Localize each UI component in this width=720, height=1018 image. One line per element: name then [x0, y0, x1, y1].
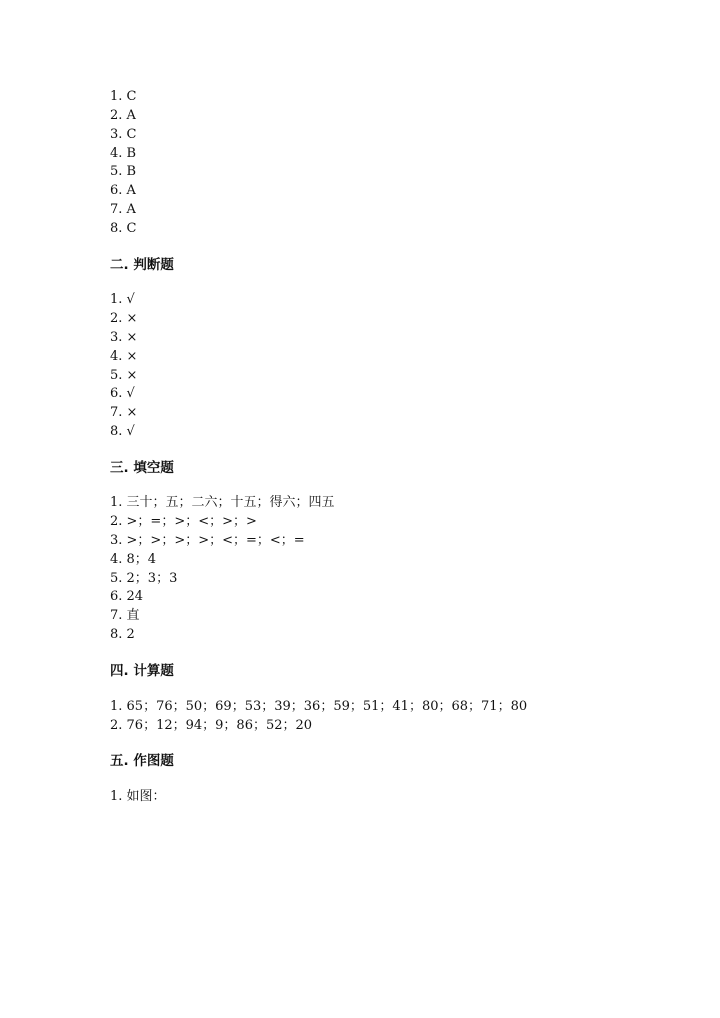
judgment-answer-4: 4. × — [110, 349, 138, 364]
fill-blank-answer-6: 6. 24 — [110, 589, 144, 604]
judgment-answer-1: 1. √ — [110, 292, 135, 307]
fill-blank-answer-7: 7. 直 — [110, 608, 140, 623]
choice-answer-6: 6. A — [110, 183, 136, 198]
choice-answer-1: 1. C — [110, 89, 137, 104]
judgment-answer-8: 8. √ — [110, 424, 135, 439]
section-heading-drawing: 五. 作图题 — [110, 753, 174, 769]
judgment-answer-7: 7. × — [110, 405, 138, 420]
calculation-answer-1: 1. 65；76；50；69；53；39；36；59；51；41；80；68；71；80 — [110, 699, 528, 714]
choice-answer-4: 4. B — [110, 146, 137, 161]
judgment-answer-3: 3. × — [110, 330, 138, 345]
drawing-answer-1: 1. 如图： — [110, 789, 166, 804]
judgment-answer-5: 5. × — [110, 368, 138, 383]
choice-answer-3: 3. C — [110, 127, 137, 142]
fill-blank-answer-4: 4. 8；4 — [110, 552, 157, 567]
section-heading-fill-blank: 三. 填空题 — [110, 460, 174, 476]
fill-blank-answer-5: 5. 2；3；3 — [110, 571, 178, 586]
fill-blank-answer-3: 3. >；>；>；>；<；=；<；= — [110, 533, 305, 548]
fill-blank-answer-8: 8. 2 — [110, 627, 135, 642]
choice-answer-8: 8. C — [110, 221, 137, 236]
section-heading-calculation: 四. 计算题 — [110, 663, 174, 679]
choice-answer-2: 2. A — [110, 108, 136, 123]
judgment-answer-2: 2. × — [110, 311, 138, 326]
fill-blank-answer-2: 2. >；=；>；<；>；> — [110, 514, 257, 529]
calculation-answer-2: 2. 76；12；94；9；86；52；20 — [110, 718, 313, 733]
choice-answer-5: 5. B — [110, 164, 137, 179]
judgment-answer-6: 6. √ — [110, 386, 135, 401]
choice-answer-7: 7. A — [110, 202, 136, 217]
section-heading-judgment: 二. 判断题 — [110, 257, 174, 273]
fill-blank-answer-1: 1. 三十；五；二六；十五；得六；四五 — [110, 495, 335, 510]
